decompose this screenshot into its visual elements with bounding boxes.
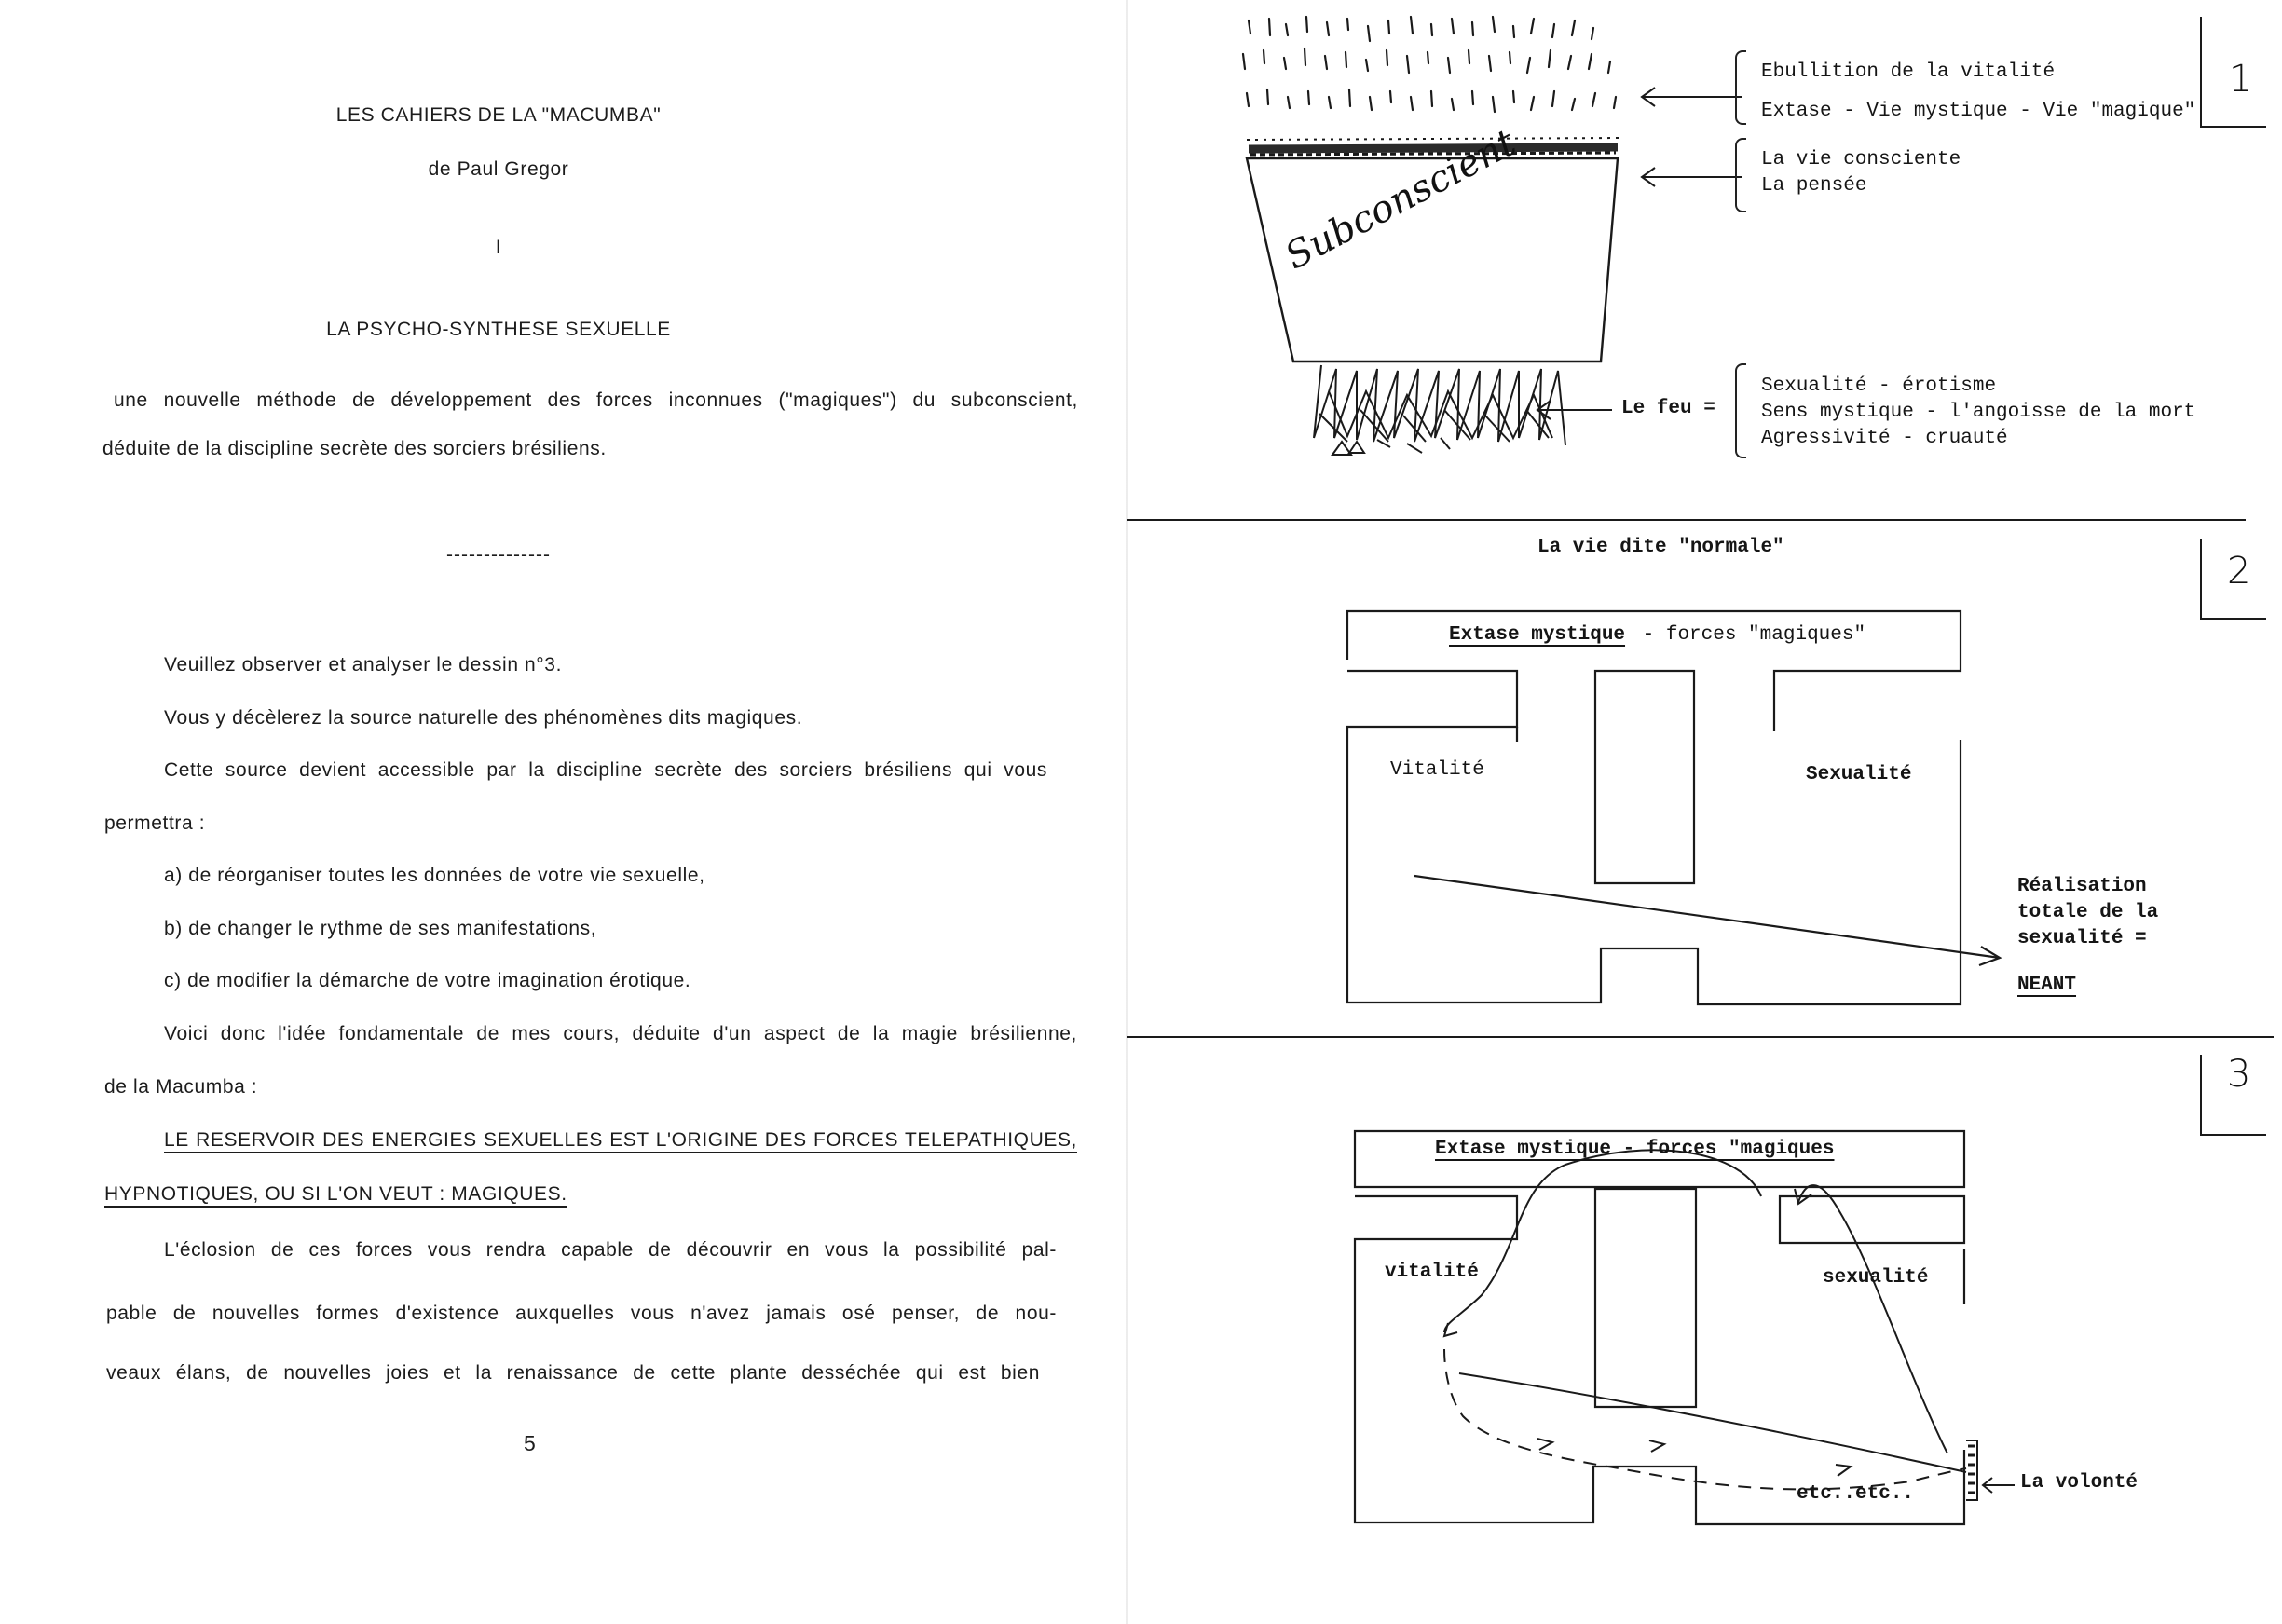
series-title: LES CAHIERS DE LA "MACUMBA" — [335, 104, 662, 126]
figure-2-top-label — [1449, 624, 1865, 646]
figure-2-totale: totale de la — [2017, 902, 2159, 923]
paragraph-1: Veuillez observer et analyser le dessin n°3. — [164, 654, 563, 676]
paragraph-5-line-3: veaux élans, de nouvelles joies et la renaissance de cette plante desséchée qui est bien — [106, 1362, 1040, 1384]
label-ebullition: Ebullition de la vitalité — [1761, 61, 2056, 83]
figure2-chamber — [1347, 611, 2000, 1004]
figure-2-neant: NEANT — [2017, 975, 2077, 996]
subtitle-line-1: une nouvelle méthode de développement des forces inconnues ("magiques") du subconscient, — [114, 389, 1078, 411]
figure-3-sexualite: sexualité — [1823, 1267, 1929, 1289]
list-item-b: b) de changer le rythme de ses manifestations, — [164, 918, 597, 939]
list-item-c: c) de modifier la démarche de votre imagination érotique. — [164, 970, 691, 991]
bracket-vitality — [1735, 50, 1746, 125]
bracket-conscious — [1735, 138, 1746, 212]
list-item-a: a) de réorganiser toutes les données de votre vie sexuelle, — [164, 865, 705, 886]
right-page — [1127, 0, 2282, 1624]
chapter-title: LA PSYCHO-SYNTHESE SEXUELLE — [326, 319, 671, 340]
label-sexualite-erotisme: Sexualité - érotisme — [1761, 375, 1997, 397]
paragraph-3-line-2: permettra : — [104, 812, 206, 834]
label-agressivite: Agressivité - cruauté — [1761, 428, 2008, 449]
paragraph-5-line-1: L'éclosion de ces forces vous rendra capable de découvrir en vous la possibilité pal- — [164, 1239, 1057, 1261]
subtitle-line-2: déduite de la discipline secrète des sorciers brésiliens. — [102, 438, 607, 459]
paragraph-4-line-2: de la Macumba : — [104, 1076, 258, 1098]
will-device — [1966, 1440, 2015, 1500]
figure-1-number: 1 — [2229, 58, 2253, 101]
figure1-arrows — [1537, 88, 1742, 419]
paragraph-4-line-1: Voici donc l'idée fondamentale de mes cours, déduite d'un aspect de la magie brésilienne, — [164, 1023, 1077, 1044]
label-le-feu: Le feu = — [1621, 398, 1715, 419]
figure-2-heading: La vie dite "normale" — [1537, 537, 1784, 558]
paragraph-2: Vous y décèlerez la source naturelle des phénomènes dits magiques. — [164, 707, 803, 729]
figure-3-vitalite: vitalité — [1385, 1262, 1479, 1283]
separator: -------------- — [446, 544, 551, 566]
figure-2-forces-magiques: - forces "magiques" — [1642, 624, 1866, 646]
key-statement-line-2: HYPNOTIQUES, OU SI L'ON VEUT : MAGIQUES. — [104, 1183, 567, 1205]
fire-drawing — [1314, 365, 1565, 455]
page-number: 5 — [524, 1431, 536, 1455]
energy-cycle-arrows — [1444, 1150, 1966, 1489]
figure-3-volonte: La volonté — [2020, 1472, 2139, 1494]
label-pensee: La pensée — [1761, 175, 1867, 197]
author-line: de Paul Gregor — [428, 158, 569, 180]
label-sens-mystique: Sens mystique - l'angoisse de la mort — [1761, 402, 2196, 423]
figure-2-sexualite: Sexualité — [1806, 764, 1912, 785]
paragraph-5-line-2: pable de nouvelles formes d'existence auxquelles vous n'avez jamais osé penser, de nou- — [106, 1303, 1057, 1324]
paragraph-3-line-1: Cette source devient accessible par la discipline secrète des sorciers brésiliens qui vous — [164, 759, 1047, 781]
vitality-strokes — [1243, 17, 1616, 112]
figure-2-number: 2 — [2227, 550, 2251, 593]
label-extase: Extase - Vie mystique - Vie "magique" — [1761, 101, 2196, 122]
chapter-number: I — [495, 237, 502, 258]
figure-3-etc: etc..etc.. — [1797, 1483, 1915, 1505]
figure-2-extase-underlined: Extase mystique — [1449, 624, 1626, 646]
figure-3-number: 3 — [2227, 1053, 2251, 1096]
figure-2-vitalite: Vitalité — [1390, 759, 1484, 781]
bracket-fire — [1735, 363, 1746, 458]
key-statement-line-1: LE RESERVOIR DES ENERGIES SEXUELLES EST L'ORIGINE DES FORCES TELEPATHIQUES, — [164, 1129, 1077, 1151]
figure-2-realisation: Réalisation — [2017, 876, 2147, 897]
left-page — [0, 0, 1127, 1624]
figure-2-sexualite-egal: sexualité = — [2017, 928, 2147, 949]
figure-3-top-label: Extase mystique - forces "magiques — [1435, 1139, 1835, 1160]
label-vie-consciente: La vie consciente — [1761, 149, 1961, 171]
subconscient-label: Subconscient — [1278, 121, 1523, 279]
